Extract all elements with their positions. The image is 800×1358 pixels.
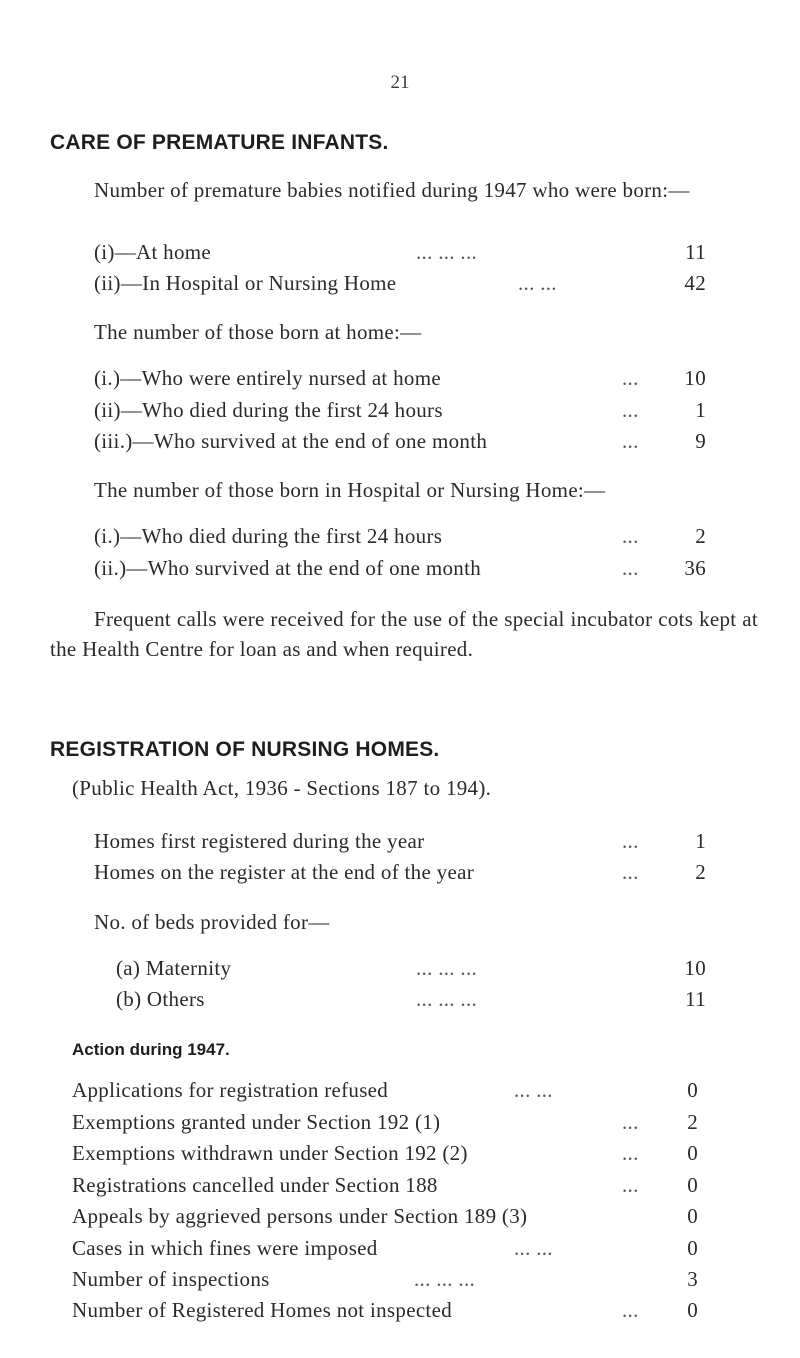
row-value: 0 <box>687 1298 698 1322</box>
row-value: 0 <box>687 1078 698 1102</box>
leader-dots: ... ... ... <box>416 987 478 1011</box>
row-label: Registrations cancelled under Section 188 <box>72 1173 438 1197</box>
row-value: 2 <box>695 524 706 548</box>
leader-dots: ... <box>622 429 639 453</box>
row-label: (i.)—Who were entirely nursed at home <box>94 366 441 390</box>
leader-dots: ... <box>622 366 639 390</box>
leader-dots: ... ... <box>514 1236 553 1260</box>
beds-intro: No. of beds provided for— <box>94 910 330 934</box>
row-label: Number of Registered Homes not inspected <box>72 1298 452 1322</box>
leader-dots: ... ... ... <box>414 1267 476 1291</box>
hospital-intro: The number of those born in Hospital or Nursing Home:— <box>94 478 606 502</box>
row-value: 0 <box>687 1141 698 1165</box>
action-heading: Action during 1947. <box>72 1040 230 1059</box>
leader-dots: ... <box>622 524 639 548</box>
row-label: Homes on the register at the end of the year <box>94 860 474 884</box>
leader-dots: ... <box>622 398 639 422</box>
leader-dots: ... <box>622 556 639 580</box>
row-value: 0 <box>687 1204 698 1228</box>
row-label: Applications for registration refused <box>72 1078 389 1102</box>
leader-dots: ... ... <box>518 271 557 295</box>
row-label: (ii.)—Who survived at the end of one month <box>94 556 482 580</box>
page-number: 21 <box>390 72 410 93</box>
row-value: 0 <box>687 1173 698 1197</box>
row-label: (b) Others <box>116 987 205 1011</box>
row-value: 2 <box>687 1110 698 1134</box>
nursing-homes-heading: REGISTRATION OF NURSING HOMES. <box>50 738 440 761</box>
row-label: (i.)—Who died during the first 24 hours <box>94 524 443 548</box>
row-value: 1 <box>695 829 706 853</box>
row-value: 36 <box>684 556 706 580</box>
leader-dots: ... ... <box>514 1078 553 1102</box>
incubator-note: Frequent calls were received for the use of the special incubator cots kept at the Health Centre for loan as and when required. <box>50 607 758 661</box>
row-label: (ii)—Who died during the first 24 hours <box>94 398 443 422</box>
row-label: (ii)—In Hospital or Nursing Home <box>94 271 397 295</box>
row-label: Exemptions withdrawn under Section 192 (2) <box>72 1141 468 1165</box>
leader-dots: ... <box>622 1298 639 1322</box>
row-label: Homes first registered during the year <box>94 829 425 853</box>
row-label: (a) Maternity <box>116 956 232 980</box>
row-value: 11 <box>685 987 706 1011</box>
act-reference: (Public Health Act, 1936 - Sections 187 to 194). <box>72 776 492 800</box>
row-label: (iii.)—Who survived at the end of one month <box>94 429 488 453</box>
row-value: 11 <box>685 240 706 264</box>
leader-dots: ... <box>622 860 639 884</box>
leader-dots: ... <box>622 1110 639 1134</box>
row-label: Cases in which fines were imposed <box>72 1236 378 1260</box>
row-label: (i)—At home <box>94 240 212 264</box>
premature-intro: Number of premature babies notified during 1947 who were born:— <box>94 178 690 202</box>
row-value: 10 <box>684 956 706 980</box>
row-value: 10 <box>684 366 706 390</box>
row-label: Exemptions granted under Section 192 (1) <box>72 1110 441 1134</box>
row-value: 1 <box>695 398 706 422</box>
row-label: Number of inspections <box>72 1267 270 1291</box>
row-value: 2 <box>695 860 706 884</box>
leader-dots: ... ... ... <box>416 240 478 264</box>
leader-dots: ... <box>622 1173 639 1197</box>
row-value: 9 <box>695 429 706 453</box>
row-value: 0 <box>687 1236 698 1260</box>
leader-dots: ... ... ... <box>416 956 478 980</box>
row-value: 42 <box>684 271 706 295</box>
leader-dots: ... <box>622 829 639 853</box>
row-label: Appeals by aggrieved persons under Section 189 (3) <box>72 1204 528 1228</box>
home-intro: The number of those born at home:— <box>94 320 422 344</box>
premature-heading: CARE OF PREMATURE INFANTS. <box>50 131 389 154</box>
row-value: 3 <box>687 1267 698 1291</box>
leader-dots: ... <box>622 1141 639 1165</box>
